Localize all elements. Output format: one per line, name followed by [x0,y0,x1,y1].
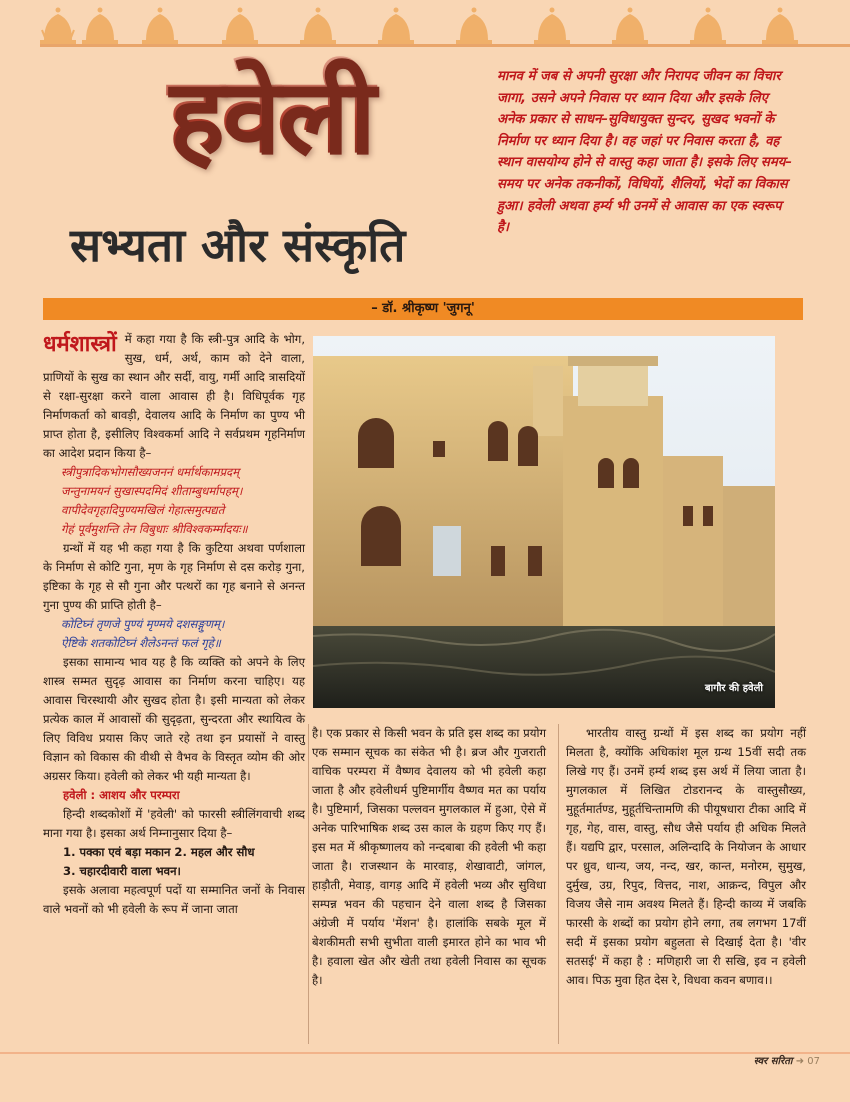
author-byline: – डॉ. श्रीकृष्ण 'जुगनू' [43,298,803,320]
arrow-icon: ➜ [795,1056,805,1067]
sanskrit-verse-line: गेहं पूर्वमुशन्ति तेन विबुधाः श्रीविश्वकर्म्मादयः॥ [61,522,248,536]
sanskrit-verse-line: ऐष्टिके शतकोटिघ्नं शैलेऽनन्तं फलं गृहे॥ [61,636,221,650]
article-column-2 [312,724,546,990]
footer-line [0,1052,850,1054]
sanskrit-verse-line: स्त्रीपुत्रादिकभोगसौख्यजननं धर्मार्थकामप्रदम् [61,465,240,479]
paragraph: है। एक प्रकार से किसी भवन के प्रति इस शब्द का प्रयोग एक सम्मान सूचक का संकेत भी है। ब्रज और गुजराती वाचिक परम्परा में वैष्णव देवालय को भी हवेली कहा जाता है और हवेलीधर्म पुष्टिमार्गीय वैष्णव मत का पर्याय है। पुष्टिमार्ग, जिसका पल्लवन मुगलकाल में हुआ, ऐसे में अनेक पारिभाषिक शब्द उस काल के ग्रहण किए गए हैं। इस मत में श्रीकृष्णालय को नन्दबाबा की हवेली भी कहा जाता है। राजस्थान के मारवाड़, शेखावाटी, जांगल, हाड़ौती, मेवाड़, वागड़ आदि में हवेली भव्य और सुविधा सम्पन्न भवन की पहचान देने वाला शब्द है जिसका अंग्रेजी में पर्याय 'मेंशन' है। हालांकि सबके मूल में बेशकीमती सभी सुभीता वाली इमारत होने का भाव भी है। हवाला खेत और खेती तथा हवेली निवास का सूचक है। [312,726,546,987]
column-divider [308,724,309,1044]
haveli-photo [313,336,775,708]
article-column-3 [566,724,806,990]
column-divider [558,724,559,1044]
sanskrit-verse-line: कोटिघ्नं तृणजे पुण्यं मृण्मये दशसङ्गुणम्। [61,617,225,631]
magazine-name: स्वर सरिता [753,1056,793,1067]
section-heading: हवेली : आशय और परम्परा [63,788,180,802]
sanskrit-verse-line: जन्तुनामयनं सुखास्पदमिदं शीताम्बुधर्मापहम्। [61,484,243,498]
paragraph: में कहा गया है कि स्त्री-पुत्र आदि के भोग, सुख, धर्म, अर्थ, काम को देने वाला, प्राणियों के सुख का स्थान और सर्दी, वायु, गर्मी आदि त्रासदियों से रक्षा-सुरक्षा करने वाला आवास ही है। विधिपूर्वक गृह निर्माणकर्ता को बावड़ी, देवालय आदि के निर्माण का पुण्य भी प्राप्त होता है, इसीलिए विश्वकर्मा आदि ने सर्वप्रथम गृहनिर्माण का आदेश प्रदान किया है– [43,332,305,460]
haveli-illustration [313,336,775,708]
photo-caption: बागौर की हवेली [704,683,763,694]
sanskrit-verse-line: वापीदेवगृहादिपुण्यमखिलं गेहात्समुत्पद्यते [61,503,225,517]
paragraph: भारतीय वास्तु ग्रन्थों में इस शब्द का प्रयोग नहीं मिलता है, क्योंकि अधिकांश मूल ग्रन्थ 15वीं सदी तक लिखे गए हैं। उनमें हर्म्य शब्द इस अर्थ में लिया जाता है। मुगलकाल में लिखित टोडरानन्द के वास्तुसौख्य, मुहूर्तमार्तण्ड, मुहूर्तचिन्तामणि की पीयूषधारा टीका आदि में गृह, गेह, वास, वास्तु, सौध जैसे पर्याय ही अधिक मिलते हैं। यद्यपि द्वार, परसाल, अलिन्दादि के नियोजन के आधार पर ध्रुव, धान्य, जय, नन्द, खर, कान्त, मनोरम, सुमुख, दुर्मुख, उग्र, रिपुद, वित्तद, नाश, आक्रन्द, विपुल और विजय जैसे नाम अवश्य मिलते हैं। हिन्दी काव्य में जबकि फारसी के शब्दों का प्रयोग होने लगा, तब लगभग 17वीं सदी में इसका प्रयोग बहुलता से दिखाई देता है। 'वीर सतसई' में कहा है : मणिहारी जा री सखि, इव न हवेली आव। पिऊ मुवा हित देस रे, विधवा कवन बणाव।। [566,726,806,987]
paragraph: इसका सामान्य भाव यह है कि व्यक्ति को अपने के लिए शास्त्र सम्मत सुदृढ़ आवास का निर्माण करना चाहिए। यह आवास चिरस्थायी और सुखद होता है। इसी मान्यता को लेकर प्रत्येक काल में आवासों की सुदृढ़ता, सुन्दरता और स्थायित्व के लिए विविध प्रयास किए जाते रहे तथा इन प्रयासों ने वास्तु विज्ञान को विकास की वीथी से वैभव के विस्तृत व्योम की ओर अग्रसर किया। हवेली को लेकर भी यही मान्यता है। [43,655,305,783]
top-border-line [40,44,850,47]
paragraph: ग्रन्थों में यह भी कहा गया है कि कुटिया अथवा पर्णशाला के निर्माण से कोटि गुना, मृण के गृह निर्माण से दस करोड़ गुना, इष्टिका के गृह से सौ गुना और पत्थरों का गृह बनाने से अनन्त गुना पुण्य की प्राप्ति होती है– [43,541,305,612]
list-item: 1. पक्का एवं बड़ा मकान 2. महल और सौध [63,845,255,859]
page-subtitle: सभ्यता और संस्कृति [70,218,406,272]
intro-paragraph: मानव में जब से अपनी सुरक्षा और निरापद जीवन का विचार जागा, उसने अपने निवास पर ध्यान दिया और इसके लिए अनेक प्रकार से साधन–सुविधायुक्त सुन्दर, सुखद भवनों के निर्माण पर ध्यान दिया है। वह जहां पर निवास करता है, वह स्थान वासयोग्य होने से वास्तु कहा जाता है। इसके लिए समय–समय पर अनेक तकनीकों, विधियों, शैलियों, भेदों का विकास हुआ। हवेली अथवा हर्म्य भी उनमें से आवास का एक स्वरूप है। [497,69,792,236]
page-title: हवेली [120,55,420,175]
dome-border-ornament [0,0,850,48]
article-column-1 [43,330,305,919]
page-footer [754,1053,820,1067]
page-number: 07 [807,1056,820,1067]
list-item: 3. चहारदीवारी वाला भवन। [63,864,181,878]
dropcap-word: धर्मशास्त्रों [43,332,117,357]
paragraph: हिन्दी शब्दकोशों में 'हवेली' को फारसी स्त्रीलिंगवाची शब्द माना गया है। इसका अर्थ निम्नानुसार दिया है– [43,807,305,840]
paragraph: इसके अलावा महत्वपूर्ण पदों या सम्मानित जनों के निवास वाले भवनों को भी हवेली के रूप में जाना जाता [43,883,305,916]
